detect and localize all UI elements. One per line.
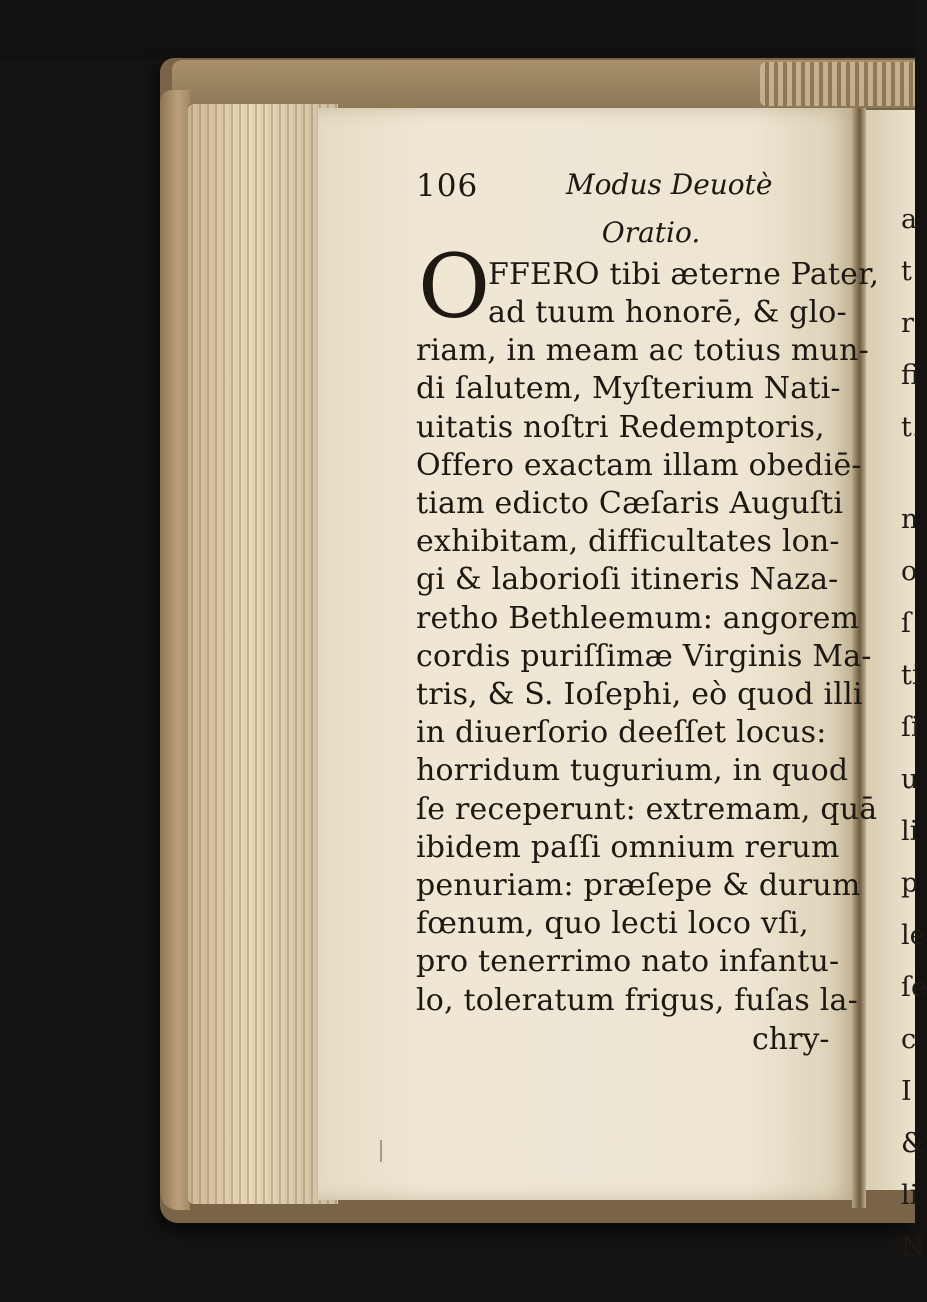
text-line: uitatis noſtri Redemptoris, xyxy=(416,409,825,445)
headband xyxy=(760,62,915,106)
facing-letter: li xyxy=(901,816,919,847)
text-line: cordis puriſſimæ Virginis Ma- xyxy=(416,638,872,674)
text-line: penuriam: præſepe & durum xyxy=(416,868,861,903)
facing-letter: u xyxy=(901,764,919,795)
facing-letter: & xyxy=(901,1128,926,1159)
page-number: 106 xyxy=(416,168,479,204)
prayer-heading: Oratio. xyxy=(601,216,701,249)
text-line-first: FFERO tibi æterne Pater, xyxy=(488,257,880,292)
facing-letters-bottom xyxy=(866,494,927,1274)
facing-letter: N xyxy=(901,1232,925,1263)
running-title: Modus Deuotè xyxy=(566,168,773,201)
facing-letter: ti xyxy=(901,660,921,691)
text-line: Offero exactam illam obediē- xyxy=(416,447,862,483)
facing-letters-top xyxy=(866,194,921,454)
text-line: tiam edicto Cæſaris Auguſti xyxy=(416,486,844,521)
page-edges-shadow xyxy=(188,104,338,1204)
facing-letter: I xyxy=(901,1076,912,1107)
facing-letter: n xyxy=(901,504,919,535)
book-fore-edge-board xyxy=(160,90,190,1210)
text-line: ibidem paſſi omnium rerum xyxy=(416,829,840,865)
text-line: fœnum, quo lecti loco vſi, xyxy=(416,906,809,942)
facing-letter: ſ xyxy=(901,608,911,639)
facing-letter: ſi xyxy=(901,712,920,743)
facing-letter: r xyxy=(901,308,914,339)
text-line: ſe receperunt: extremam, quā xyxy=(416,791,878,827)
pencil-mark xyxy=(380,1140,382,1162)
text-line: gi & laborioſi itineris Naza- xyxy=(416,562,839,598)
dark-backdrop xyxy=(0,0,915,60)
text-line: ad tuum honorē, & glo- xyxy=(488,295,847,330)
facing-letter: p xyxy=(901,868,919,899)
facing-letter: t. xyxy=(901,412,921,443)
catchword: chry- xyxy=(752,1021,830,1057)
facing-letter: t xyxy=(901,256,912,287)
text-line: pro tenerrimo nato infantu- xyxy=(416,944,840,980)
running-head xyxy=(416,168,856,208)
facing-letter: li xyxy=(901,1180,919,1211)
text-line: lo, toleratum frigus, fuſas la- xyxy=(416,982,858,1018)
facing-letter: fi xyxy=(901,360,920,391)
text-line: tris, & S. Ioſephi, eò quod illi xyxy=(416,677,863,712)
facing-letter: c xyxy=(901,1024,917,1055)
drop-cap: O xyxy=(418,235,491,338)
text-line: di ſalutem, Myſterium Nati- xyxy=(416,371,841,407)
facing-letter: o xyxy=(901,556,918,587)
text-line: retho Bethleemum: angorem xyxy=(416,600,860,636)
text-line: horridum tugurium, in quod xyxy=(416,753,849,789)
text-line: riam, in meam ac totius mun- xyxy=(416,333,869,369)
facing-letter: le xyxy=(901,920,926,951)
facing-letter: a xyxy=(901,204,918,235)
facing-letter: ſe xyxy=(901,972,927,1003)
text-line: in diuerſorio deeſſet locus: xyxy=(416,715,827,751)
text-line: exhibitam, difficultates lon- xyxy=(416,524,840,560)
